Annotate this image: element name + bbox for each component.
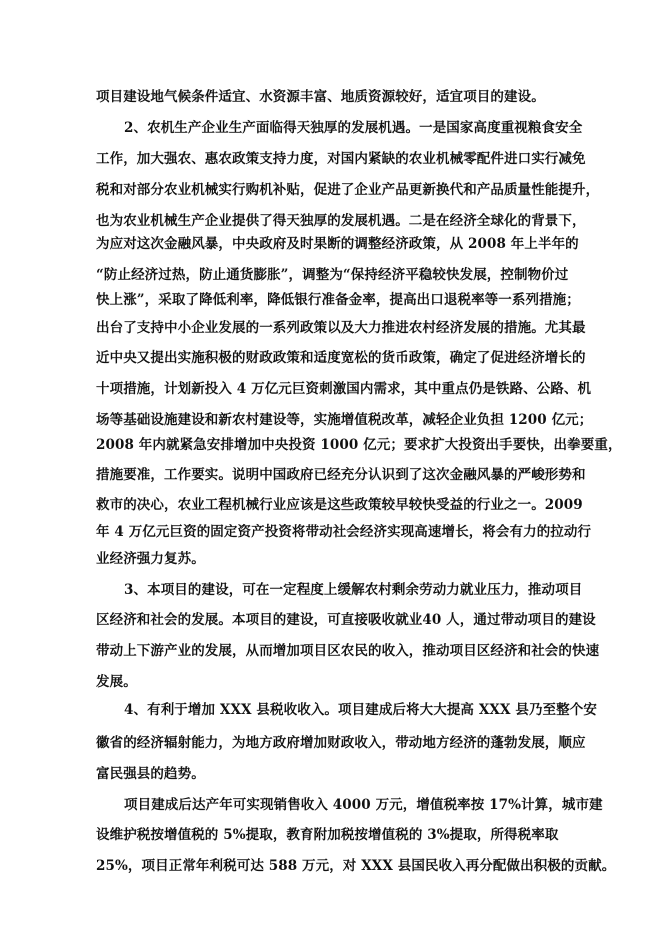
paragraph-line: 带动上下游产业的发展，从而增加项目区农民的收入，推动项目区经济和社会的快速	[96, 643, 600, 659]
paragraph-line: 25%，项目正常年利税可达 588 万元，对 XXX 县国民收入再分配做出积极的贡献。	[96, 858, 616, 874]
paragraph-line: 快上涨”，采取了降低利率，降低银行准备金率，提高出口退税率等一系列措施；	[96, 292, 580, 308]
paragraph-line: 税和对部分农业机械实行购机补贴，促进了企业产品更新换代和产品质量性能提升，	[96, 182, 600, 198]
paragraph-line: 措施要准，工作要实。说明中国政府已经充分认识到了这次金融风暴的严峻形势和	[96, 467, 586, 483]
paragraph-line: 区经济和社会的发展。本项目的建设，可直接吸收就业40 人，通过带动项目的建设	[96, 612, 596, 628]
paragraph-line: 发展。	[96, 674, 137, 690]
paragraph-line: 救市的决心，农业工程机械行业应该是这些政策较早较快受益的行业之一。2009	[96, 497, 583, 513]
paragraph-line: “防止经济过热，防止通货膨胀”，调整为“保持经济平稳较快发展，控制物价过	[96, 267, 569, 283]
paragraph-line: 年 4 万亿元巨资的固定资产投资将带动社会经济实现高速增长，将会有力的拉动行	[96, 524, 592, 540]
paragraph-line: 设维护税按增值税的 5%提取，教育附加税按增值税的 3%提取，所得税率取	[96, 827, 559, 843]
paragraph-start-item-2: 2、农机生产企业生产面临得天独厚的发展机遇。一是国家高度重视粮食安全	[124, 120, 583, 136]
paragraph-line: 2008 年内就紧急安排增加中央投资 1000 亿元；要求扩大投资出手要快，出拳要重，	[96, 437, 622, 453]
paragraph-line: 近中央又提出实施积极的财政政策和适度宽松的货币政策，确定了促进经济增长的	[96, 350, 586, 366]
paragraph-start-item-3: 3、本项目的建设，可在一定程度上缓解农村剩余劳动力就业压力，推动项目	[124, 582, 583, 598]
paragraph-line: 徽省的经济辐射能力，为地方政府增加财政收入，带动地方经济的蓬勃发展，顺应	[96, 735, 586, 751]
paragraph-line: 十项措施，计划新投入 4 万亿元巨资刺激国内需求，其中重点仍是铁路、公路、机	[96, 381, 592, 397]
paragraph-line: 出台了支持中小企业发展的一系列政策以及大力推进农村经济发展的措施。尤其最	[96, 320, 586, 336]
paragraph-start-revenue: 项目建成后达产年可实现销售收入 4000 万元，增值税率按 17%计算，城市建	[124, 797, 603, 813]
paragraph-line: 项目建设地气候条件适宜、水资源丰富、地质资源较好，适宜项目的建设。	[96, 89, 545, 105]
paragraph-start-item-4: 4、有利于增加 XXX 县税收收入。项目建成后将大大提高 XXX 县乃至整个安	[124, 702, 597, 718]
paragraph-line: 也为农业机械生产企业提供了得天独厚的发展机遇。二是在经济全球化的背景下，	[96, 213, 586, 229]
paragraph-line: 业经济强力复苏。	[96, 551, 205, 567]
paragraph-line: 为应对这次金融风暴，中央政府及时果断的调整经济政策，从 2008 年上半年的	[96, 236, 579, 252]
paragraph-line: 场等基础设施建设和新农村建设等，实施增值税改革，减轻企业负担 1200 亿元；	[96, 412, 593, 428]
paragraph-line: 工作，加大强农、惠农政策支持力度，对国内紧缺的农业机械零配件进口实行减免	[96, 151, 586, 167]
paragraph-line: 富民强县的趋势。	[96, 766, 205, 782]
